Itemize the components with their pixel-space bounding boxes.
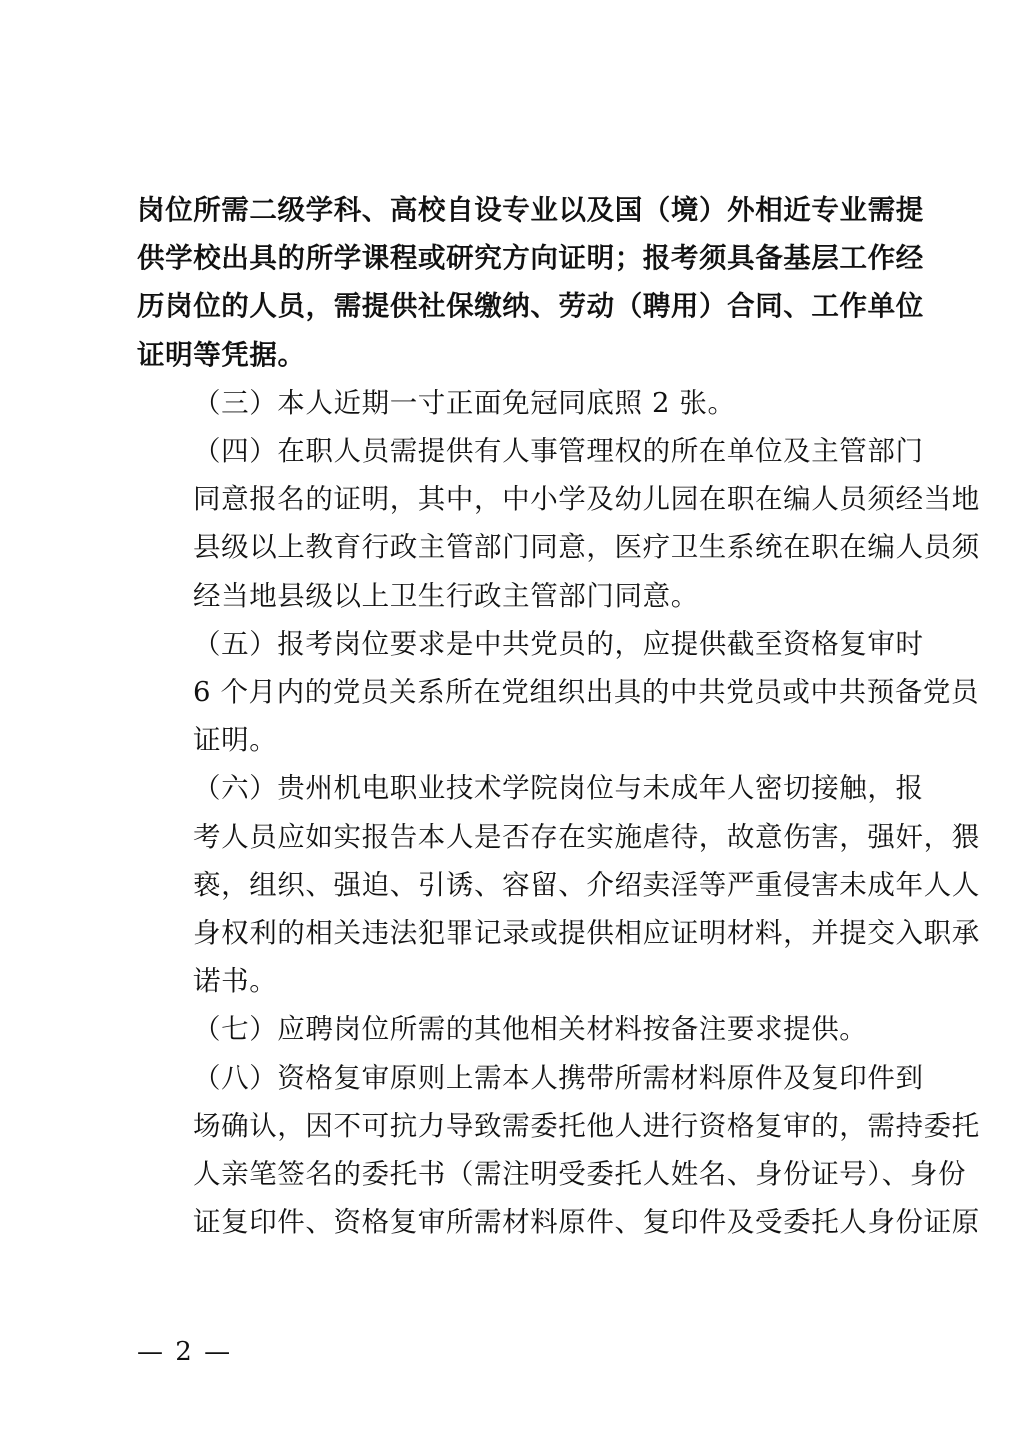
paragraph [137,186,924,379]
text-line: 岗位所需二级学科、高校自设专业以及国（境）外相近专业需提 [137,194,924,226]
text-line: 考人员应如实报告本人是否存在实施虐待，故意伤害，强奸，猥 [193,820,980,853]
text-line: 亵，组织、强迫、引诱、容留、介绍卖淫等严重侵害未成年人人 [193,868,980,901]
paragraph [137,427,980,620]
paragraph [137,1054,980,1247]
text-line: 同意报名的证明，其中，中小学及幼儿园在职在编人员须经当地 [193,483,980,516]
paragraph [137,620,980,765]
text-line: 历岗位的人员，需提供社保缴纳、劳动（聘用）合同、工作单位 [137,290,924,323]
page-number: — 2 — [137,1337,233,1367]
document-body [137,186,980,1246]
text-line: 县级以上教育行政主管部门同意，医疗卫生系统在职在编人员须 [193,531,980,564]
text-line: 证明等凭据。 [137,338,306,371]
text-line: 身权利的相关违法犯罪记录或提供相应证明材料，并提交入职承 [193,917,980,950]
text-line: 证复印件、资格复审所需材料原件、复印件及受委托人身份证原 [193,1206,980,1239]
text-line: （七）应聘岗位所需的其他相关材料按备注要求提供。 [193,1013,868,1046]
text-line: 证明。 [193,724,278,757]
text-line: 供学校出具的所学课程或研究方向证明；报考须具备基层工作经 [137,242,924,275]
text-line: 6 个月内的党员关系所在党组织出具的中共党员或中共预备党员 [193,676,980,709]
text-line: （四）在职人员需提供有人事管理权的所在单位及主管部门 [193,435,924,468]
text-line: （六）贵州机电职业技术学院岗位与未成年人密切接触，报 [193,772,924,805]
paragraph [137,379,889,427]
paragraph [137,1005,889,1053]
text-line: （八）资格复审原则上需本人携带所需材料原件及复印件到 [193,1061,924,1094]
text-line: 经当地县级以上卫生行政主管部门同意。 [193,579,699,612]
text-line: 场确认，因不可抗力导致需委托他人进行资格复审的，需持委托 [193,1109,980,1142]
paragraph [137,764,980,1005]
text-line: （五）报考岗位要求是中共党员的，应提供截至资格复审时 [193,627,924,660]
text-line: （三）本人近期一寸正面免冠同底照 2 张。 [193,386,736,419]
text-line: 诺书。 [193,965,278,998]
text-line: 人亲笔签名的委托书（需注明受委托人姓名、身份证号）、身份 [193,1158,967,1191]
